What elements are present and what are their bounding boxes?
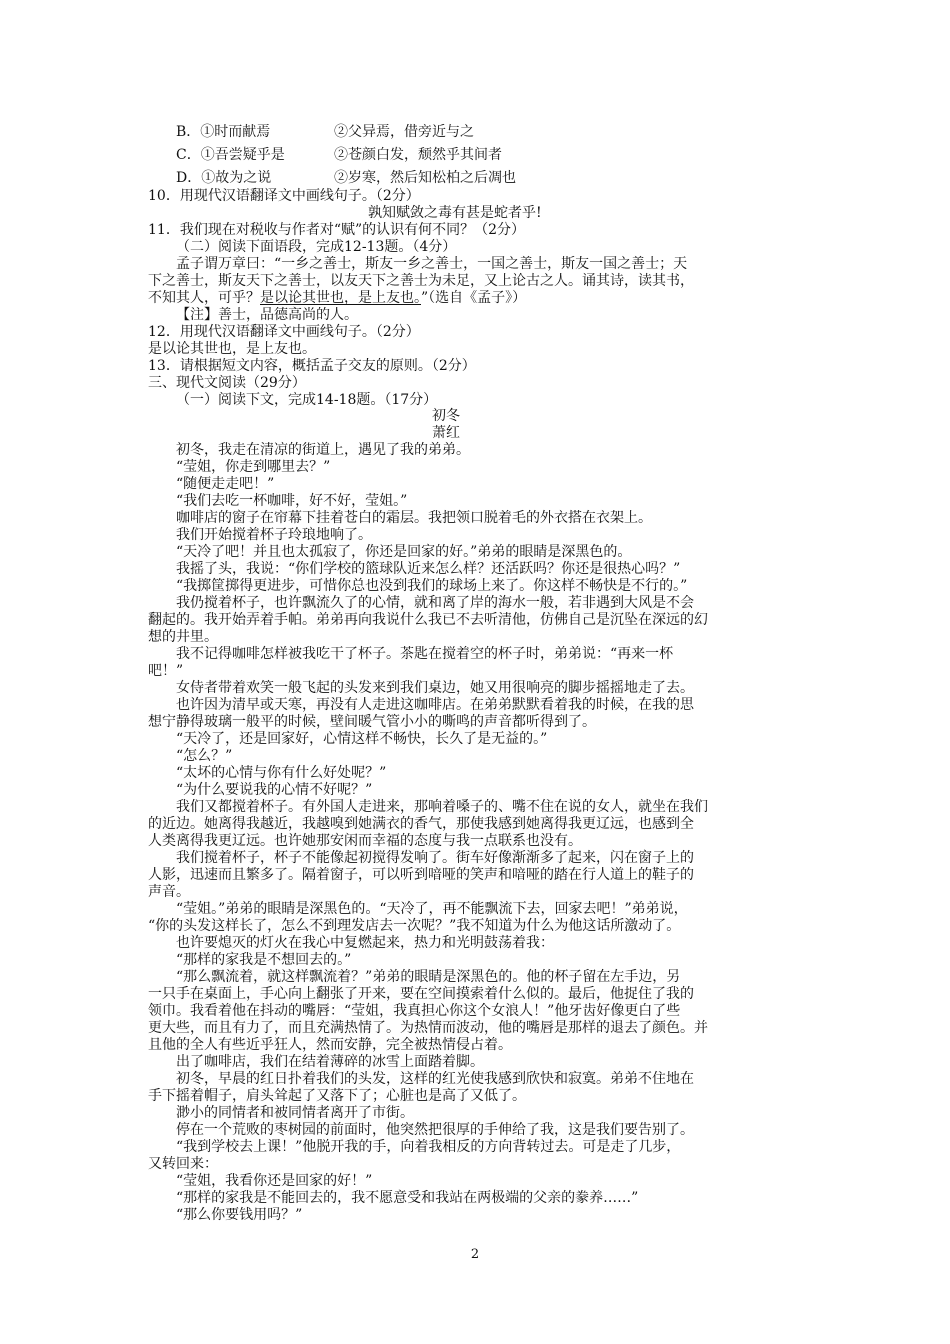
story-line: 想宁静得玻璃一般平的时候，壁间暖气管小小的嘶鸣的声音都听得到了。	[148, 714, 596, 730]
story-line: 我们开始搅着杯子玲琅地响了。	[176, 527, 372, 543]
story-line: 咖啡店的窗子在帘幕下挂着苍白的霜层。我把领口脱着毛的外衣搭在衣架上。	[176, 510, 652, 526]
story-line: 手下摇着帽子，肩头耸起了又落下了；心脏也是高了又低了。	[148, 1088, 526, 1104]
story-line: “莹姐。”弟弟的眼睛是深黑色的。“天冷了，再不能飘流下去，回家去吧！”弟弟说，	[176, 901, 688, 917]
story-line: “我到学校去上课！”他脱开我的手，向着我相反的方向背转过去。可是走了几步，	[176, 1139, 681, 1155]
story-line: “天冷了，还是回家好，心情这样不畅快，长久了是无益的。”	[176, 731, 548, 747]
story-author: 萧红	[432, 425, 460, 441]
mencius-underlined-sentence: 是以论其世也，是上友也。	[260, 290, 421, 306]
option-b-second: ②父异焉，借旁近与之	[334, 124, 474, 140]
option-d	[176, 170, 516, 187]
option-c-second: ②苍颜白发，颓然乎其间者	[334, 147, 502, 163]
story-line: 想的井里。	[148, 629, 218, 645]
story-line: “我们去吃一杯咖啡，好不好，莹姐。”	[176, 493, 408, 509]
story-line: “那样的家我是不能回去的，我不愿意受和我站在两极端的父亲的豢养……”	[176, 1190, 639, 1206]
story-line: 停在一个荒败的枣树园的前面时，他突然把很厚的手伸给了我，这是我们要告别了。	[176, 1122, 694, 1138]
section-2-heading: （二）阅读下面语段，完成12-13题。（4分）	[176, 239, 457, 255]
question-12: 12．用现代汉语翻译文中画线句子。（2分）	[148, 324, 420, 340]
story-line: 声音。	[148, 884, 190, 900]
story-line: “莹姐，你走到哪里去？”	[176, 459, 331, 475]
story-line: “随便走走吧！”	[176, 476, 275, 492]
story-line: 且他的全人有些近乎狂人，然而安静，完全被热情侵占着。	[148, 1037, 512, 1053]
mencius-line-3-pre: 不知其人，可乎？	[148, 290, 260, 306]
story-line: 更大些，而且有力了，而且充满热情了。为热情而波动，他的嘴唇是那样的退去了颜色。并	[148, 1020, 708, 1036]
story-line: 人类离得我更辽远。也许她那安闲而幸福的态度与我一点联系也没有。	[148, 833, 582, 849]
story-line: “我掷筐掷得更进步，可惜你总也没到我们的球场上来了。你这样不畅快是不行的。”	[176, 578, 688, 594]
option-d-first: D．①故为之说	[176, 170, 272, 186]
story-line: “你的头发这样长了，怎么不到理发店去一次呢？”我不知道为什么为他这话所激动了。	[148, 918, 681, 934]
story-line: 出了咖啡店，我们在结着薄碎的冰雪上面踏着脚。	[176, 1054, 484, 1070]
story-line: 初冬，早晨的红日扑着我们的头发，这样的红光使我感到欣快和寂寞。弟弟不住地在	[176, 1071, 694, 1087]
story-line: “太坏的心情与你有什么好处呢？”	[176, 765, 387, 781]
story-line: 我摇了头，我说：“你们学校的篮球队近来怎么样？还活跃吗？你还是很热心吗？”	[176, 561, 681, 577]
story-line: “那么你要钱用吗？”	[176, 1207, 303, 1223]
section-3-heading: 三、现代文阅读（29分）	[148, 375, 306, 391]
question-10: 10．用现代汉语翻译文中画线句子。（2分）	[148, 188, 420, 204]
story-line: 初冬，我走在清凉的街道上，遇见了我的弟弟。	[176, 442, 470, 458]
story-line: 领巾。我看着他在抖动的嘴唇：“莹姐，我真担心你这个女浪人！”他牙齿好像更白了些	[148, 1003, 681, 1019]
story-line: “怎么？”	[176, 748, 233, 764]
story-line: “天冷了吧！并且也太孤寂了，你还是回家的好。”弟弟的眼睛是深黑色的。	[176, 544, 632, 560]
question-13: 13．请根据短文内容，概括孟子交友的原则。（2分）	[148, 358, 476, 374]
page-number: 2	[470, 1247, 480, 1262]
story-line: “那样的家我是不想回去的。”	[176, 952, 352, 968]
story-line: 翻起的。我开始弄着手帕。弟弟再向我说什么我已不去听清他，仿佛自己是沉坠在深远的幻	[148, 612, 708, 628]
question-10-sentence: 孰知赋敛之毒有甚是蛇者乎!	[368, 205, 542, 221]
story-line: 吧！”	[148, 663, 184, 679]
mencius-line-1: 孟子谓万章曰：“一乡之善士，斯友一乡之善士，一国之善士，斯友一国之善士；天	[176, 256, 688, 272]
option-c	[176, 147, 502, 164]
option-d-second: ②岁寒，然后知松柏之后凋也	[334, 170, 516, 186]
annotation-note: 【注】善士，品德高尚的人。	[176, 307, 358, 323]
story-line: 我不记得咖啡怎样被我吃干了杯子。茶匙在搅着空的杯子时，弟弟说：“再来一杯	[176, 646, 674, 662]
option-b	[176, 124, 474, 141]
question-11: 11．我们现在对税收与作者对“赋”的认识有何不同？（2分）	[148, 222, 526, 238]
story-line: 我仍搅着杯子，也许飘流久了的心情，就和离了岸的海水一般，若非遇到大风是不会	[176, 595, 694, 611]
story-line: 也许因为清早或天寒，再没有人走进这咖啡店。在弟弟默默看着我的时候，在我的思	[176, 697, 694, 713]
story-line: 一只手在桌面上，手心向上翻张了开来，要在空间摸索着什么似的。最后，他捉住了我的	[148, 986, 694, 1002]
story-line: “为什么要说我的心情不好呢？”	[176, 782, 373, 798]
story-line: 我们搅着杯子，杯子不能像起初搅得发响了。街车好像渐渐多了起来，闪在窗子上的	[176, 850, 694, 866]
story-line: “莹姐，我看你还是回家的好！”	[176, 1173, 373, 1189]
story-line: “那么飘流着，就这样飘流着？”弟弟的眼睛是深黑色的。他的杯子留在左手边，另	[176, 969, 681, 985]
option-c-first: C．①吾尝疑乎是	[176, 147, 285, 163]
story-line: 渺小的同情者和被同情者离开了市街。	[176, 1105, 414, 1121]
story-line: 女侍者带着欢笑一般飞起的头发来到我们桌边，她又用很响亮的脚步摇摇地走了去。	[176, 680, 694, 696]
mencius-line-3	[148, 290, 526, 307]
story-line: 又转回来：	[148, 1156, 218, 1172]
mencius-line-3-post: ”（选自《孟子》）	[421, 290, 527, 306]
story-line: 我们又都搅着杯子。有外国人走进来，那响着嗓子的、嘴不住在说的女人，就坐在我们	[176, 799, 708, 815]
mencius-line-2: 下之善士，斯友天下之善士，以友天下之善士为未足，又上论古之人。诵其诗，读其书，	[148, 273, 694, 289]
question-12-sentence: 是以论其世也，是上友也。	[148, 341, 316, 357]
option-b-first: B．①时而献焉	[176, 124, 271, 140]
section-3-subheading: （一）阅读下文，完成14-18题。（17分）	[176, 392, 438, 408]
story-line: 人影，迅速而且繁多了。隔着窗子，可以听到喑哑的笑声和喑哑的踏在行人道上的鞋子的	[148, 867, 694, 883]
story-title: 初冬	[432, 408, 460, 424]
story-line: 的近边。她离得我越近，我越嗅到她满衣的香气，那使我感到她离得我更辽远，也感到全	[148, 816, 694, 832]
story-line: 也许要熄灭的灯火在我心中复燃起来，热力和光明鼓荡着我：	[176, 935, 554, 951]
